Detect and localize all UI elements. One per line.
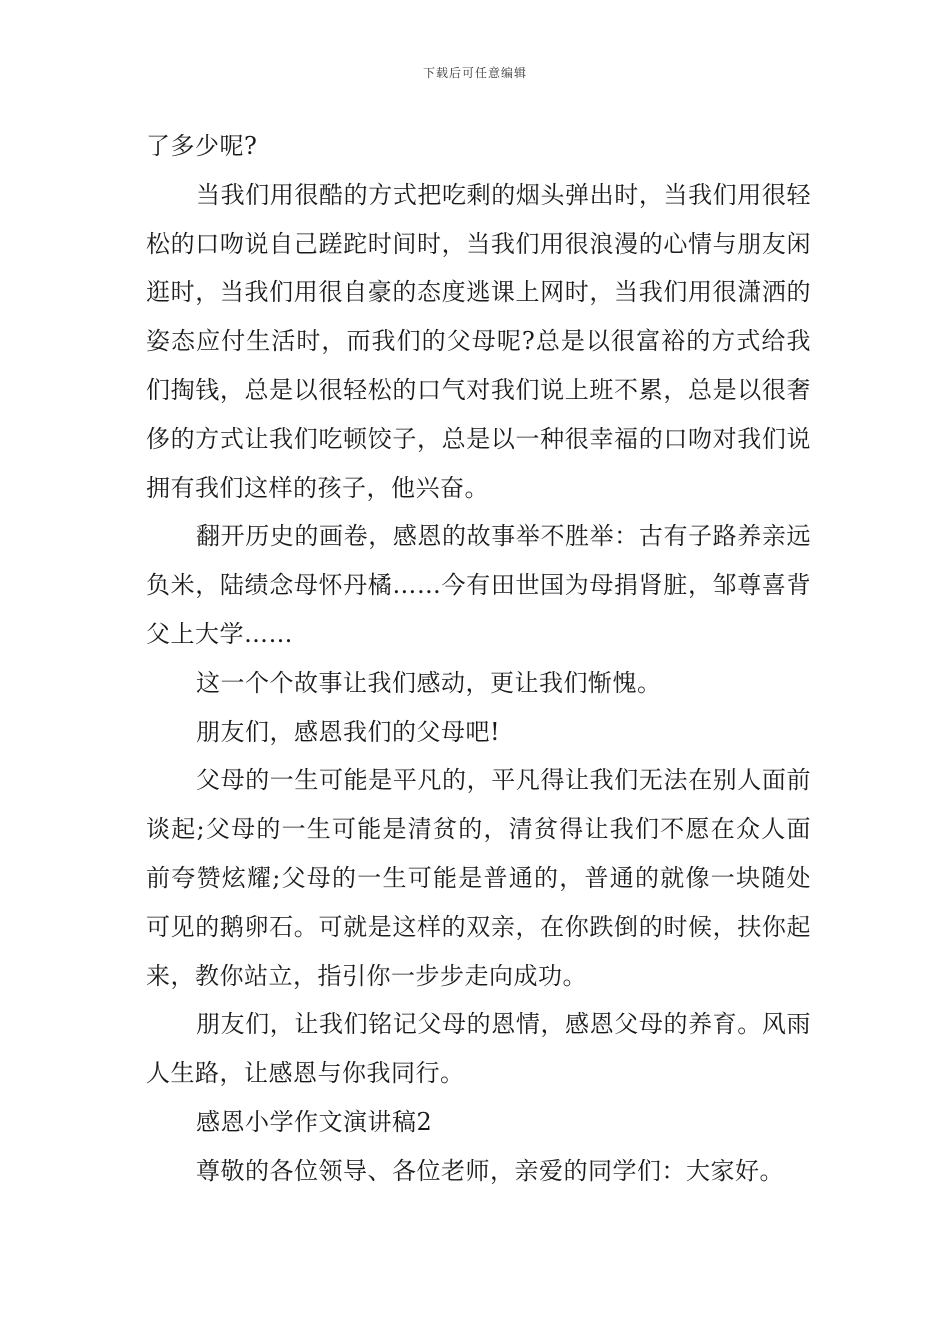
section-heading: 感恩小学作文演讲稿2 [196,1107,433,1136]
paragraph: 尊敬的各位领导、各位老师，亲爱的同学们：大家好。 [196,1156,784,1185]
paragraph: 朋友们，感恩我们的父母吧! [196,717,501,746]
paragraph: 当我们用很酷的方式把吃剩的烟头弹出时，当我们用很轻松的口吻说自己蹉跎时间时，当我们用很浪漫的心情与朋友闲逛时，当我们用很自豪的态度逃课上网时，当我们用很潇洒的姿态应付生活时，而我们的父母呢?总是以很富裕的方式给我们掏钱，总是以很轻松的口气对我们说上班不累，总是以很奢侈的方式让我们吃顿饺子，总是以一种很幸福的口吻对我们说拥有我们这样的孩子，他兴奋。 [146,180,811,502]
paragraph: 了多少呢? [146,132,258,160]
document-body [146,122,811,1196]
header-note: 下载后可任意编辑 [422,66,527,80]
paragraph: 这一个个故事让我们感动，更让我们惭愧。 [196,668,662,697]
paragraph: 翻开历史的画卷，感恩的故事举不胜举：古有子路养亲远负米，陆绩念母怀丹橘……今有田世国为母捐肾脏，邹尊喜背父上大学…… [146,522,811,648]
paragraph: 父母的一生可能是平凡的，平凡得让我们无法在别人面前谈起;父母的一生可能是清贫的，清贫得让我们不愿在众人面前夸赞炫耀;父母的一生可能是普通的，普通的就像一块随处可见的鹅卵石。可就是这样的双亲，在你跌倒的时候，扶你起来，教你站立，指引你一步步走向成功。 [146,766,811,990]
paragraph: 朋友们，让我们铭记父母的恩情，感恩父母的养育。风雨人生路，让感恩与你我同行。 [146,1010,811,1088]
